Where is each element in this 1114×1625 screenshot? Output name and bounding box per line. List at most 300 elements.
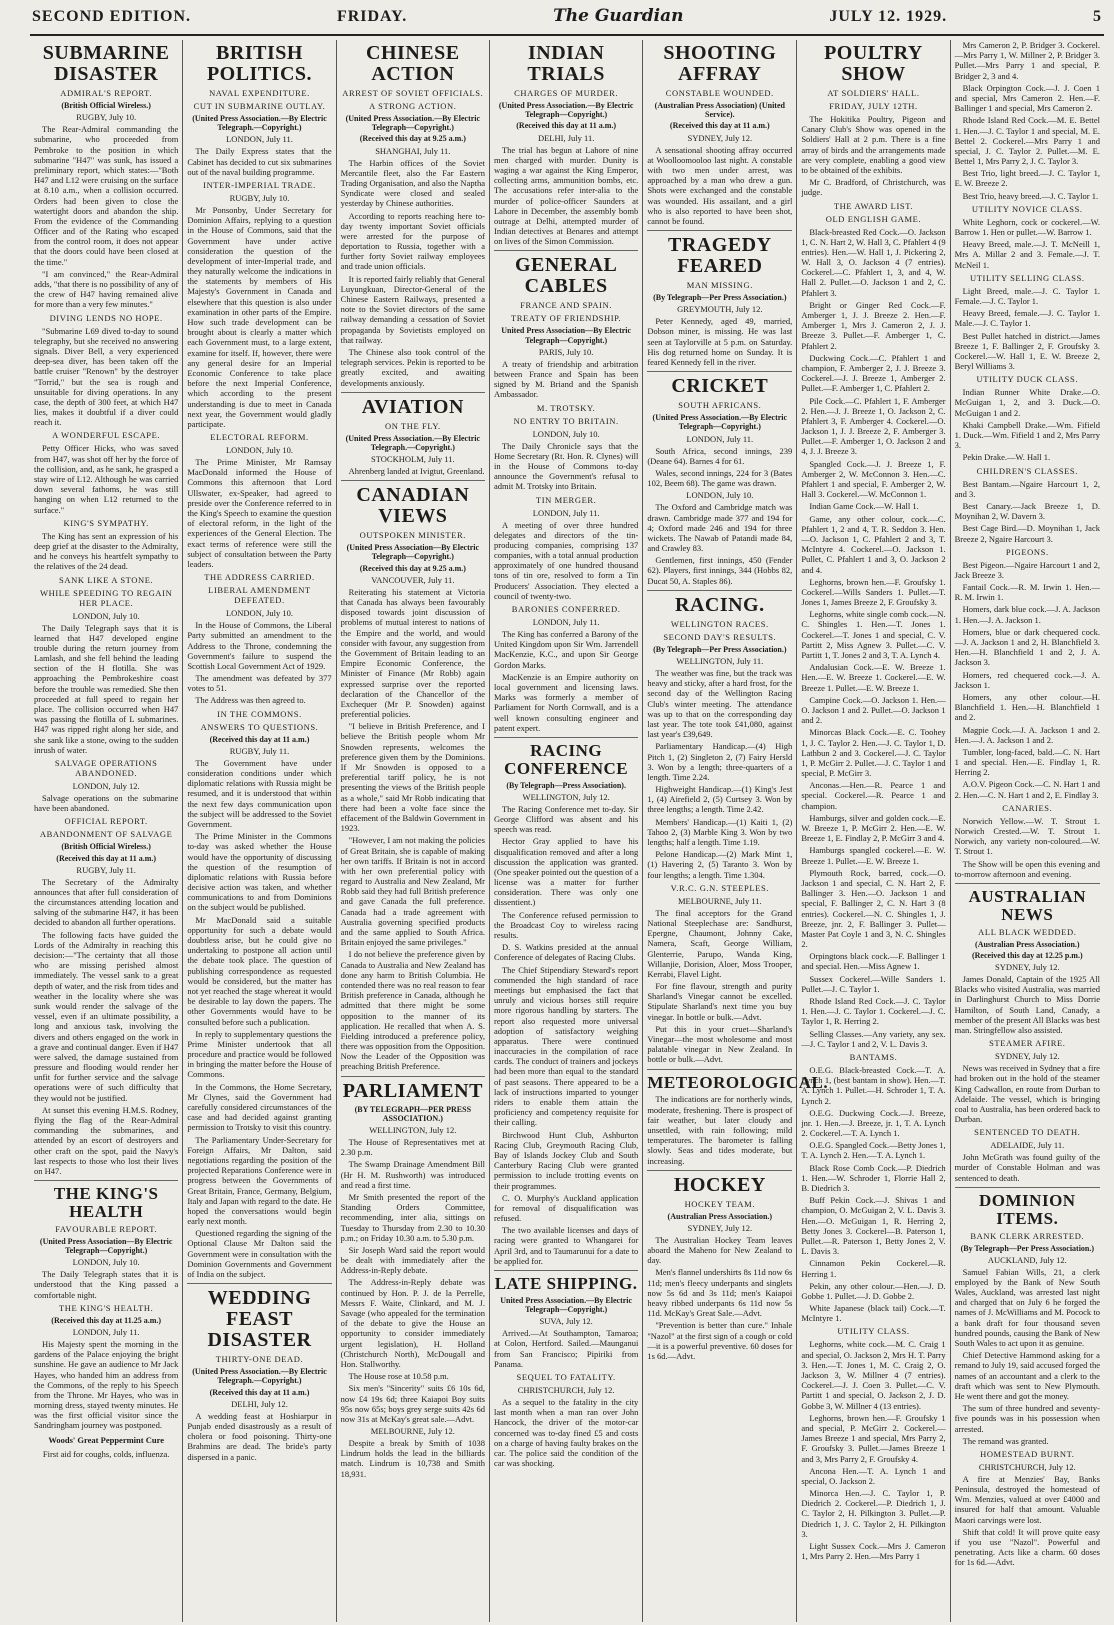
subheading: ADMIRAL'S REPORT.: [60, 88, 153, 98]
article-paragraph: Chief Detective Hammond asking for a remand to July 19, said accused forged the names of an accountant and a clerk to the draft which was sent to New Plymouth. He went there and got the money.: [954, 1350, 1100, 1401]
subheading: FRIDAY, JULY 12TH.: [829, 101, 918, 111]
column-5: [643, 40, 829, 1622]
subheading: TIN MERGER.: [535, 494, 597, 505]
award-entry: Rhode Island Red Cock.—J. C. Taylor 1. Hen.—J. C. Taylor 1. Cockerel.—J. C. Taylor 1, R. Herring 2.: [801, 996, 946, 1027]
dateline: SYDNEY, July 12.: [687, 1222, 753, 1233]
dateline: SYDNEY, July 12.: [687, 132, 753, 143]
dateline: LONDON, July 10.: [225, 608, 294, 619]
subheading: SECOND DAY'S RESULTS.: [663, 631, 777, 642]
award-entry: Heavy Breed, female.—J. C. Taylor 1. Male.—J. C. Taylor 1.: [954, 308, 1100, 329]
dateline: SHANGHAI, July 11.: [375, 145, 451, 156]
subheading: CONSTABLE WOUNDED.: [665, 88, 774, 98]
divider: [187, 1283, 331, 1284]
article-paragraph: It is reported fairly reliably that General Luyungkuan, Director-General of the Chinese Eastern Railways, presented a note to the Soviet directors of the same railway demanding a cessation of Soviet propaganda by Sovietists employed on that railway.: [340, 273, 485, 345]
headline: BRITISH POLITICS.: [206, 42, 313, 85]
article-paragraph: In the Commons, the Home Secretary, Mr Clynes, said the Government had carefully considered circumstances of the case and had decided against granting permission to Trotsky to visit this country.: [187, 1081, 332, 1133]
subheading: UTILITY NOVICE CLASS.: [971, 203, 1083, 214]
subheading: CUT IN SUBMARINE OUTLAY.: [193, 101, 326, 111]
headline: RACING CONFERENCE: [504, 740, 629, 778]
advertisement: Put this in your cruet—Sharland's Vinegar—the most wholesome and most palatable vinegar in New Zealand. In bottle or bulk.—Advt.: [647, 1023, 793, 1065]
received-line: (Received this day at 12.25 p.m.): [971, 950, 1083, 960]
article-paragraph: At sunset this evening H.M.S. Rodney, flying the flag of the Rear-Admiral commanding the submarines, and attended by an escort of destroyers and other craft on the spot, paid the Navy's last respects to those who lost their lives on H47.: [34, 1104, 179, 1176]
dateline: LONDON, July 10.: [532, 428, 600, 439]
dateline: CHRISTCHURCH, July 12.: [978, 1461, 1076, 1472]
masthead: [30, 6, 1104, 36]
received-line: (Received this day at 11.25 a.m.): [51, 1315, 162, 1325]
credit-line: (United Press Association.—By Electric Telegraph.—Copyright.): [345, 433, 481, 452]
article-paragraph: The Daily Telegraph says that it is learned that H47 developed engine trouble during the return journey from Lamlash, and she fell behind the leading section of the H flotilla. She was approaching the Pembrokeshire coast before the trouble was remedied. She then proceeded at full speed to regain her place. The collision occurred when H47 was passing the flotilla of L submarines. H47 was ripped right along her side, and she sank like a stone, owing to the sudden inrush of water.: [34, 622, 179, 755]
dateline: RUGBY, July 10.: [229, 192, 290, 203]
article-paragraph: Petty Officer Hicks, who was saved from H47, was shot off her by the force of the collision, and, as he sank, he grasped a stay wire of L12. Although he was carried down several fathoms, he was still hanging on when L12 returned to the surface.": [34, 443, 179, 515]
headline: CHINESE ACTION: [366, 42, 460, 85]
race-result: Pelone Handicap.—(2) Mark Mint 1, (1) Havering 2, (5) Taranto 3. Won by four lengths; a length. Time 1.304.: [647, 849, 793, 880]
dateline: RUGBY, July 10.: [76, 112, 137, 123]
credit-line: (United Press Association—By Electric Telegraph—Copyright.): [39, 1236, 173, 1255]
race-result: Members' Handicap.—(1) Kaiti 1, (2) Tahoo 2, (3) Marble King 3. Won by two lengths; half a length. Time 1.19.: [647, 816, 793, 847]
dateline: LONDON, July 11.: [686, 433, 754, 444]
article-paragraph: The Chinese also took control of the telegraph services. Pekin is reported to be greatly excited, and awaiting developments anxiously.: [340, 346, 485, 388]
received-line: (Received this day at 9.25 a.m.): [359, 563, 466, 573]
article-paragraph: "I am convinced," the Rear-Admiral adds, "that there is no possibility of any of the crew of H47 having remained alive for more than a very few minutes.": [34, 268, 179, 310]
article-paragraph: South Africa, second innings, 239 (Deane 64). Barnes 4 for 61.: [647, 445, 793, 466]
award-entry: Black-breasted Red Cock.—O. Jackson 1, C. N. Hart 2, W. Hall 3, C. Pfahlert 4 (9 entries). Hen.—W. Hall 1, J. Pickering 2, W. Hall 3, O. Jackson 4 (7 entries). Cockerel.—C. Pfahlert 1, 3, and 4, W. Hall 2. Pullet.—O. Jackson 1 and 2, C. Pfahlert 3.: [801, 226, 946, 298]
award-entry: Best Trio, light breed.—J. C. Taylor 1, E. W. Breeze 2.: [954, 168, 1100, 189]
subheading: KING'S SYMPATHY.: [63, 517, 149, 528]
article-paragraph: "Submarine L69 dived to-day to sound telegraphy, but she received no answering signals. Diver Bell, a very experienced deep-sea diver, has been taken off the battle cruiser "Renown" by the destroyer "Torrid," but the sea is rough and unsuitable for diving operations. In any case, the depth of 300 feet, at which H47 lies, makes it doubtful if a diver could reach it.: [34, 325, 179, 428]
headline: AUSTRALIAN NEWS: [968, 886, 1087, 924]
subheading: ELECTORAL REFORM.: [210, 432, 309, 443]
divider: [494, 250, 638, 251]
article-paragraph: The following facts have guided the Lords of the Admiralty in reaching this decision:—"The certainty that all those who are missing perished almost immediately. The vessel sank to a great depth of water, and the risk from tides and weather in the locality where she was sunk would render the salvage of the vessel, even if an ultimate possibility, a long and anxious task, involving the divers and others engaged on the work in a grave and continual danger. Even if H47 were salved, the damage sustained from pressure and flooding would render her unfit for further service and the salvage operations were of such difficulty that they would not be justified.: [34, 929, 179, 1103]
award-entry: Leghorns, white cock.—M. C. Craig 1 and special, O. Jackson 2, Mrs H. T. Parry 3. Hen.—T. Jones 1, M. C. Craig 2, O. Jackson 3, W. Millner 4 (7 entries). Cockerel.—J. J. Coen 3. Pullet.—C. V. Partitt 1 and special, O. Jackson 2, J. D. Gobbe 3, W. Millner 4 (13 entries).: [801, 1339, 946, 1411]
dateline: SYDNEY, July 12.: [995, 962, 1060, 972]
received-line: (Received this day at 9.25 a.m.): [359, 134, 466, 144]
article-paragraph: "I believe in British Preference, and I believe the British people whom Mr Snowden represents, welcomes the preference given them by the Dominions. If Mr Snowden is opposed to a preferential tariff policy, he is not presenting the views of the British people as a whole," said Mr Robb indicating that there had been a volte face since the effacement of the Baldwin Government in 1923.: [340, 721, 485, 834]
award-entry: Leghorns, brown hen.—F. Groufsky 1 and special, P. McGirr 2. Cockerel.—James Breeze 1 and special, Mrs Parry 2, F. Groufsky 3. Pullet.—James Breeze 1 and 3, Mrs Parry 2, F. Groufsky 4.: [801, 1412, 946, 1464]
article-paragraph: The Chief Stipendiary Steward's report commended the high standard of race meetings but emphasised the fact that unruly and vicious horses still require more rigorous handling by starters. The report also requested more universal adoption of satisfactory weighing apparatus. There were continued inaccuracies in the compilation of race cards. The conduct of trainers and jockeys had been more than equal to the standard of past seasons. There appeared to be a lack of instructions imparted to younger riders to enable them attain the proficiency and competency requisite for their calling.: [493, 964, 639, 1128]
article-paragraph: John McGrath was found guilty of the murder of Constable Holman and was sentenced to death.: [954, 1152, 1100, 1183]
race-result: Highweight Handicap.—(1) King's Jest 1, (4) Airefield 2, (5) Curtsey 3. Won by three lengths; a length. Time 2.42.: [647, 784, 793, 815]
article-paragraph: His Majesty spent the morning in the gardens of the Palace enjoying the bright sunshine. He gave an audience to Mr Jack Hayes, who handed him an address from the Commons, of the reply to his Speech from the Throne. Mr Hayes, who was in morning dress, stayed twenty minutes. He was the first official visitor since the Sandringham journey was postponed.: [34, 1338, 179, 1431]
column-1: [30, 40, 183, 1622]
subheading: THE AWARD LIST.: [833, 200, 914, 211]
article-paragraph: The Daily Chronicle says that the Home Secretary (Rt. Hon. R. Clynes) will in the House of Commons to-day announce the Government's refusal to admit M. Trotsky into Britain.: [493, 440, 639, 492]
award-entry: Spangled Cock.—J. J. Breeze 1, F. Amberger 2, W. McConnon 3. Hen.—C. Pfahlert 1 and special, F. Amberger 2, W. Hall 3. Cockerel.—W. McConnon 1.: [801, 458, 946, 500]
dateline: LONDON, July 12.: [72, 780, 140, 791]
divider: [341, 392, 485, 393]
article-paragraph: The Address was then agreed to.: [195, 695, 306, 706]
dateline: RUGBY, July 11.: [76, 864, 136, 875]
award-entry: Minorca Hen.—J. C. Taylor 1, P. Diedrich 2. Cockerel.—P. Diedrich 1, J. C. Taylor 2, H. Pilkington 3. Pullet.—P. Diedrich 1, J. C. Taylor 2, H. Pilkington 3.: [801, 1488, 946, 1539]
subheading: ON THE FLY.: [384, 420, 441, 431]
article-paragraph: Hector Gray applied to have his disqualification removed and after a long discussion the application was granted. (One speaker pointed out the question of a license was a matter for further consideration. There was only one dissentient.): [493, 836, 639, 908]
award-entry: O.E.G. Duckwing Cock.—J. Breeze, jnr. 1. Hen.—J. Breeze, jr. 1, T. A. Lynch 2. Cockerel.—T. A. Lynch 1.: [801, 1107, 946, 1139]
article-paragraph: The Show will be open this evening and to-morrow afternoon and evening.: [954, 858, 1100, 879]
dateline: LONDON, July 11.: [532, 617, 600, 627]
dateline: SYDNEY, July 12.: [995, 1051, 1060, 1062]
award-entry: Duckwing Cock.—C. Pfahlert 1 and champion, F. Amberger 2, J. J. Breeze 3. Cockerel.—J. J. Breeze 1, Amberger 2. Pullet.—F. Amberger 1, C. Pfahlert 2.: [801, 352, 946, 394]
headline: DOMINION ITEMS.: [979, 1190, 1076, 1228]
credit-line: (BY TELEGRAPH—PER PRESS ASSOCIATION.): [354, 1104, 472, 1123]
article-paragraph: In reply to supplementary questions the Prime Minister undertook that all procedure and practice would be followed in bringing the matter before the House of Commons.: [187, 1028, 332, 1080]
subheading: SANK LIKE A STONE.: [59, 574, 154, 585]
award-entry: Plymouth Rock, barred, cock.—O. Jackson 1 and special, C. N. Hart 2, F. Ballinger 3. Hen.—O. Jackson 1 and special, F. Ballinger 2, C. N. Hart 3 (8 entries). Cockerel.—N. C. Shingles 1, J. Breeze, jnr. 2, F. Ballinger 3. Pullet—Master Pat Coyle 1 and 3, N. C. Shingles 2.: [801, 867, 946, 950]
article-paragraph: The Australian Hockey Team leaves aboard the Maheno for New Zealand to day.: [647, 1234, 793, 1266]
dateline: LONDON, July 10.: [225, 445, 294, 456]
award-entry: Campine Cock.—O. Jackson 1. Hen.—O. Jackson 1 and 2. Pullet.—O. Jackson 1 and 2.: [801, 694, 946, 726]
award-entry: Homers, dark blue cock.—J. A. Jackson 1. Hen.—J. A. Jackson 1.: [954, 604, 1100, 625]
subheading: M. TROTSKY.: [536, 402, 596, 413]
race-result: Parliamentary Handicap.—(4) High Pitch 1, (2) Singleton 2, (7) Fairy Hersld 3. Won by a length; three-quarters of a length. Time 2.24.: [647, 741, 793, 782]
award-entry: Ancona Hen.—T. A. Lynch 1 and special, O. Jackson 2.: [801, 1465, 946, 1486]
headline: GENERAL CABLES: [514, 254, 618, 298]
newspaper-name: The Guardian: [553, 6, 684, 26]
award-entry: Indian Runner White Drake.—O. McGuigan 1, 2, and 3. Duck.—O. McGuigan 1 and 2.: [954, 387, 1100, 418]
article-paragraph: The Government have under consideration conditions under which diplomatic relations with Russia might be resumed, and it is understood that within the next few days communication upon the subject will be addressed to the Soviet Government.: [187, 757, 332, 829]
article-paragraph: I do not believe the preference given by Canada to Australia and New Zealand has done any harm to British Columbia. He contended there was no real reason to fear British preference in Canada, although he admitted that there might be some opposition to the manner of its application. He recalled that when A. S. Fielding introduced a preference policy, there was opposition from the Opposition. Now the Leader of the Opposition was preaching British Preference.: [340, 949, 485, 1072]
award-entry: Leghorns, brown hen.—F. Groufsky 1. Cockerel.—Wills Sanders 1. Pullet.—T. Jones 1, James Breeze 2, F. Groufsky 3.: [801, 576, 946, 608]
subheading: UTILITY DUCK CLASS.: [976, 374, 1079, 385]
award-entry: Light Sussex Cock.—Mrs J. Cameron 1, Mrs Parry 2. Hen.—Mrs Parry 1: [801, 1541, 946, 1562]
subheading: A STRONG ACTION.: [369, 101, 457, 111]
subheading: ANSWERS TO QUESTIONS.: [200, 721, 319, 732]
advertisement: "Prevention is better than cure." Inhale "Nazol" at the first sign of a cough or cold—it is a powerful preventive. 60 doses for 1s 6d.—Advt.: [647, 1320, 793, 1361]
subheading: MAN MISSING.: [686, 280, 753, 291]
day-label: FRIDAY.: [336, 8, 408, 25]
credit-line: (United Press Association.—By Electric Telegraph.—Copyright.): [192, 1367, 327, 1386]
article-paragraph: The Prime Minister, Mr Ramsay MacDonald informed the House of Commons this afternoon that Lord Ullswater, ex-Speaker, had agreed to preside over the Conference referred to in the King's Speech to examine the question of electoral reform, in the light of the experiences of the General Election. The exact terms of reference were still the subject of consultation between the Party leaders.: [187, 457, 332, 569]
dateline: LONDON, July 11.: [226, 134, 293, 145]
column-7: [951, 40, 1104, 1622]
subheading: SALVAGE OPERATIONS ABANDONED.: [54, 757, 158, 778]
dateline: LONDON, July 10.: [72, 610, 140, 621]
article-paragraph: C. O. Murphy's Auckland application for removal of disqualification was refused.: [493, 1192, 639, 1224]
subheading: SEQUEL TO FATALITY.: [516, 1371, 616, 1382]
award-entry: Best Cage Bird.—D. Moynihan 1, Jack Breeze 2, Ngaire Harcourt 3.: [954, 523, 1100, 544]
divider: [647, 1170, 792, 1171]
dateline: WELLINGTON, July 12.: [369, 1125, 457, 1135]
credit-line: (United Press Association.—By Electric Telegraph.—Copyright.): [192, 114, 327, 133]
dateline: AUCKLAND, July 12.: [987, 1254, 1067, 1265]
award-entry: Fantail Cock.—R. M. Irwin 1. Hen.—R. M. Irwin 1.: [954, 582, 1100, 603]
page-number: 5: [1092, 8, 1102, 25]
article-paragraph: The Conference refused permission to the Broadcast Coy to wireless racing results.: [493, 909, 639, 940]
award-entry: Homers, blue or dark chequered cock.—J. A. Jackson 1 and 2, H. Blanchfield 3. Hen.—H. Blanchfield 1 and 2, J. A. Jackson 3.: [954, 626, 1100, 668]
headline: POULTRY SHOW: [824, 42, 923, 85]
article-paragraph: A fire at Menzies' Bay, Banks Peninsula, destroyed the homestead of Wm. Menzies, valued at over £4000 and insured for half that amount. Valuable Maori carvings were lost.: [954, 1473, 1100, 1525]
divider: [34, 1180, 178, 1181]
article-paragraph: The House of Representatives met at 2.30 p.m.: [340, 1137, 485, 1158]
award-entry: Mrs Cameron 2, P. Bridger 3. Cockerel.—Mrs Parry 1, W. Millner 2, P. Bridger 3. Pullet.—Mrs Parry 1 and special, P. Bridger 2, 3 and 4.: [954, 40, 1100, 81]
article-paragraph: Mr Smith presented the report of the Standing Orders Committee, recommending, inter alia, sittings on Tuesday to Thursday from 2.30 to 10.30 p.m.; on Friday 10.30 a.m. to 5.30 p.m.: [340, 1191, 485, 1243]
article-paragraph: The Harbin offices of the Soviet Mercantile fleet, also the Far Eastern Trading Organisation, and also the Naptha Syndicate were closed and sealed yesterday by Chinese authorities.: [340, 157, 485, 209]
headline: PARLIAMENT: [342, 1079, 483, 1102]
received-line: (Received this day at 11 a.m.): [209, 1387, 310, 1397]
credit-line: (Australian Press Association.): [975, 939, 1080, 949]
dateline: LONDON, July 11.: [72, 1326, 140, 1337]
subheading: NAVAL EXPENDITURE.: [209, 88, 310, 98]
dateline: MELBOURNE, July 12.: [370, 1426, 455, 1437]
subheading: WHILE SPEEDING TO REGAIN HER PLACE.: [39, 587, 173, 608]
article-paragraph: Mr MacDonald said a suitable opportunity for such a debate would doubtless arise, but he could give no undertaking to postpone all action until the debate took place. The question of publishing correspondence as requested would be considered, but the matter has not yet reached the stage whereat it would be desirable to lay down the papers. The other Governments would have to be consulted before such a publication.: [187, 914, 332, 1027]
subheading: ARREST OF SOVIET OFFICIALS.: [342, 88, 484, 98]
award-entry: O.E.G. Spangled Cock.—Betty Jones 1, T. A. Lynch 2. Hen.—T. A. Lynch 1.: [801, 1140, 946, 1161]
column-3: [337, 40, 490, 1622]
subheading: A WONDERFUL ESCAPE.: [52, 430, 161, 441]
headline: CRICKET: [671, 375, 769, 398]
award-entry: Indian Game Cock.—W. Hall 1.: [809, 501, 919, 512]
article-paragraph: According to reports reaching here to-day twenty important Soviet officials were arrested for the purpose of deportation to Russia, together with a further forty Soviet railway employees and trade union officials.: [340, 210, 485, 272]
article-paragraph: Questioned regarding the signing of the Optional Clause Mr Dalton said the Government were in consultation with the Dominion Governments and Government of India on the subject.: [187, 1228, 332, 1279]
article-paragraph: Mr C. Bradford, of Christchurch, was judge.: [801, 177, 946, 198]
dateline: DELHI, July 11.: [537, 132, 595, 143]
subheading: BARONIES CONFERRED.: [511, 604, 621, 614]
award-entry: Anconas.—Hen.—R. Pearce 1 and special. Cockerel.—R. Pearce 1 and champion.: [801, 780, 946, 811]
advertisement-line: First aid for coughs, colds, influenza.: [42, 1448, 170, 1459]
subheading: NO ENTRY TO BRITAIN.: [513, 415, 619, 426]
columns: [30, 40, 1104, 1622]
article-paragraph: News was received in Sydney that a fire had broken out in the hold of the steamer King Cadwallon, en route from Durban to Adelaide. The vessel, which is bringing coal to Australia, has been ordered back to Durban.: [954, 1063, 1100, 1125]
award-entry: Pekin, any other colour.—Hen.—J. D. Gobbe 1. Pullet.—J. D. Gobbe 2.: [801, 1280, 946, 1301]
article-paragraph: The sum of three hundred and seventy-five pounds was in his possession when arrested.: [954, 1403, 1100, 1434]
headline: INDIAN TRIALS: [527, 42, 605, 85]
subheading: WELLINGTON RACES.: [670, 618, 769, 629]
divider: [647, 1069, 792, 1070]
article-paragraph: The weather was fine, but the track was heavy and sticky, after a hard frost, for the second day of the Wellington Racing Club's winter meeting. The attendance was up to that on the corresponding day last year. The tote took £41,080, against last year's £39,649.: [647, 668, 793, 740]
article-paragraph: The Parliamentary Under-Secretary for Foreign Affairs, Mr Dalton, said negotiations regarding the position of the projected Reparations Conference were in progress between the Governments of Great Britain, France, Germany, Belgium, Italy and Japan with regard to the date. He hoped the conversations would begin early next month.: [187, 1134, 332, 1227]
headline: RACING.: [675, 593, 765, 616]
credit-line: (British Official Wireless.): [61, 101, 151, 110]
subheading: OUTSPOKEN MINISTER.: [359, 530, 466, 541]
dateline: VANCOUVER, July 11.: [371, 574, 455, 585]
credit-line: (United Press Association—By Electric Telegraph—Copyright.): [346, 543, 480, 562]
headline: SUBMARINE DISASTER: [42, 42, 170, 85]
subheading: INTER-IMPERIAL TRADE.: [203, 179, 316, 190]
article-paragraph: The Rear-Admiral commanding the submarine, who proceeded from Pembroke to the position in which submarine "H47" was sunk, has issued a preliminary report, which states:—"Both H47 and L12 were cruising on the surface at 8.10 a.m., when a collision occurred. Orders had been given to close the watertight doors and abandon the ship. From the evidence of the Commanding Officer and of the Rating who escaped from the control room, it does not appear that the doors could have been closed at the time.": [34, 124, 179, 267]
divider: [494, 737, 638, 738]
award-entry: Heavy Breed, male.—J. T. McNeill 1, Mrs A. Millar 2 and 3. Female.—J. T. McNeil 1.: [954, 239, 1100, 270]
subheading: HOMESTEAD BURNT.: [980, 1448, 1075, 1459]
award-entry: Tumbler, long-faced, bald.—C. N. Hart 1 and special. Hen.—E. Findlay 1, R. Herring 2.: [954, 746, 1100, 778]
article-paragraph: The final acceptors for the Grand National Steeplechase are: Sandhurst, Epergne, Chaumont, Johnny Cake, Namera, Scaft, George William, Glenterrie, Parupo, Wanda King, Willanjie, Dorision, Aloer, Moss Trooper, Kerrabi, Flavel Light.: [647, 907, 793, 979]
award-entry: Homers, red chequered cock.—J. A. Jackson 1.: [954, 669, 1100, 690]
award-entry: Hamburgs spangled cockerel.—E. W. Breeze 1. Pullet.—E. W. Breeze 1.: [801, 845, 946, 866]
subheading: IN THE COMMONS.: [217, 708, 302, 719]
article-paragraph: The Daily Telegraph states that it is understood that the King passed a comfortable night.: [34, 1269, 179, 1300]
dateline: WELLINGTON, July 12.: [522, 791, 610, 802]
dateline: MELBOURNE, July 11.: [677, 895, 762, 906]
article-paragraph: Arrived.—At Southampton, Tamaroa; at Colon, Hertford. Sailed.—Maunganui from San Francisco; Pipiriki from Panama.: [493, 1328, 639, 1369]
dateline: RUGBY, July 11.: [229, 745, 290, 756]
article-paragraph: The remand was granted.: [962, 1435, 1049, 1446]
award-entry: Sussex Cockerel.—Wille Sanders 1. Pullet.—J. C. Taylor 1.: [801, 973, 946, 994]
award-entry: White Japanese (black tail) Cock.—T. McIntyre 1.: [801, 1303, 946, 1324]
divider: [955, 1187, 1100, 1188]
divider: [647, 230, 792, 231]
credit-line: (United Press Association.—By Electric Telegraph—Copyright.): [345, 114, 481, 133]
subheading: UTILITY CLASS.: [837, 1326, 910, 1337]
received-line: (Received this day at 11 a.m.): [209, 734, 310, 744]
award-entry: Khaki Campbell Drake.—Wm. Fifield 1. Duck.—Wm. Fifield 1 and 2, Mrs Parry 3.: [954, 419, 1100, 451]
article-paragraph: Ahrenberg landed at Ivigtut, Greenland.: [348, 466, 485, 477]
headline: TRAGEDY FEARED: [668, 234, 772, 278]
dateline: SUVA, July 12.: [539, 1316, 593, 1327]
advertisement: Woods' Great Peppermint Cure: [48, 1434, 164, 1445]
article-paragraph: The King has conferred a Barony of the United Kingdom upon Sir Wm. Jarrendell MacKenzie, K.C., and upon Sir George Gordon Marks.: [493, 629, 639, 670]
dateline: WELLINGTON, July 11.: [676, 656, 764, 666]
headline: AVIATION: [361, 395, 464, 418]
credit-line: (By Telegraph—Per Press Association.): [960, 1243, 1095, 1253]
headline: WEDDING FEAST DISASTER: [207, 1287, 312, 1352]
dateline: PARIS, July 10.: [538, 346, 594, 357]
issue-date: JULY 12. 1929.: [829, 8, 948, 25]
credit-line: (United Press Association.—By Electric Telegraph—Copyright.): [652, 413, 788, 432]
subheading: SENTENCED TO DEATH.: [974, 1127, 1081, 1138]
award-entry: Best Trio, heavy breed.—J. C. Taylor 1.: [962, 190, 1099, 201]
award-entry: Game, any other colour, cock.—C. Pfahlert 1, 2 and 4, T. R. Seddon 3. Hen.—O. Jackson 1, C. Pfahlert 2 and 3, T. McIntyre 4. Cockerel.—O. Jackson 1. Pullet, C. Pfahlert 1 and 3, O. Jackson 2 and 4.: [801, 513, 946, 575]
dateline: DELHI, July 12.: [231, 1398, 288, 1409]
article-paragraph: The two available licenses and days of racing were granted to Whangarei for April 3rd, and to Taumarunui for a date to be applied for.: [493, 1225, 639, 1266]
headline: THE KING'S HEALTH: [53, 1184, 159, 1221]
award-entry: Bright or Ginger Red Cock.—F. Amberger 1, J. J. Breeze 2. Hen.—F. Amberger 1, Mrs J. Cameron 2, J. J. Breeze 3. Pullet.—F. Amberger 1, C. Pfahlert 2.: [801, 299, 946, 351]
article-paragraph: A treaty of friendship and arbitration between France and Spain has been signed by M. Briand and the Spanish Ambassador.: [493, 358, 639, 400]
article-paragraph: A meeting of over three hundred delegates and directors of the tin-producing companies, comprising 137 companies, with a total annual production approximately of one hundred thousand tons of tin ore, resolved to form a Tin Producers' Association. They elected a council of twenty-two.: [493, 519, 639, 601]
article-paragraph: Reiterating his statement at Victoria that Canada has always been favourably disposed towards joint discussion of problems of mutual interest to nations of the Empire and the world, and would consider with favour, any suggestion from the Government of Britain leading to an Empire Economic Conference, the Minister of Finance (Mr Robb) again expressed surprise over the reported declaration of the Chancellor of the Exchequer (Mr P. Snowden) against preferential policies.: [340, 586, 485, 720]
headline: METEOROLOGICAL.: [647, 1072, 829, 1092]
article-paragraph: Wales, second innings, 224 for 3 (Bates 102, Beem 68). The game was drawn.: [647, 467, 793, 489]
award-entry: Norwich Yellow.—W. T. Strout 1. Norwich Crested.—W. T. Strout 1. Norwich, any variety non-coloured.—W. T. Strout 1.: [954, 815, 1100, 857]
article-paragraph: Peter Kennedy, aged 49, married, Dobson miner, is missing. He was last seen at Taylorville at 5 p.m. on Saturday. His dog returned home on Sunday. It is feared Kennedy fell in the river.: [647, 316, 793, 367]
subheading: THE ADDRESS CARRIED.: [204, 572, 315, 583]
subheading: CHILDREN'S CLASSES.: [976, 465, 1078, 476]
award-entry: Rhode Island Red Cock.—M. E. Bettel 1. Hen.—J. C. Taylor 1 and special, M. E. Bettel 2. Cockerel.—Mrs Parry 1 and special, J. C. Taylor 2. Pullet.—M. E. Bettel 1, Mrs Parry 2, J. C. Taylor 3.: [954, 115, 1100, 167]
award-entry: A.O.V. Pigeon Cock.—C. N. Hart 1 and 2. Hen.—C. N. Hart 1 and 2, E. Findlay 3.: [954, 779, 1100, 800]
subheading: ALL BLACK WEDDED.: [978, 926, 1077, 937]
credit-line: United Press Association—By Electric Telegraph—Copyright.): [501, 326, 632, 345]
divider: [341, 1076, 485, 1077]
received-line: (Received this day at 11 a.m.): [516, 121, 617, 131]
award-entry: Pekin Drake.—W. Hall 1.: [962, 452, 1051, 463]
article-paragraph: MacKenzie is an Empire authority on local government and licensing laws. Marks was formerly a member of Parliament for North Cornwall, and is a well known consulting engineer and patent expert.: [493, 671, 639, 733]
article-paragraph: Despite a break by Smith of 1038 Lindrum holds the lead in the billiards match. Lindrum is 10,738 and Smith 18,931.: [340, 1438, 485, 1479]
award-entry: Homers, any other colour.—H. Blanchfield 1. Hen.—H. Blanchfield 1 and 2.: [954, 691, 1100, 723]
article-paragraph: Sir Joseph Ward said the report would be dealt with immediately after the Address-in-Reply debate.: [340, 1244, 485, 1276]
subheading: V.R.C. G.N. STEEPLES.: [670, 882, 770, 893]
article-paragraph: Gentlemen, first innings, 450 (Fender 62). Players, first innings, 344 (Hobbs 82, Ducat 50, A. Staples 86).: [647, 555, 793, 586]
article-paragraph: The Secretary of the Admiralty announces that after full consideration of the circumstances attending location and salving of the submarine H47, it has been decided to abandon all further operations.: [34, 876, 179, 928]
article-paragraph: The House rose at 10.58 p.m.: [348, 1371, 449, 1382]
article-paragraph: As a sequel to the fatality in the city last month when a man ran over John Hancock, the driver of the motor-car concerned was to-day fined £5 and costs on a charge of having faulty brakes on the car. The police said the condition of the car was shocking.: [493, 1396, 639, 1469]
subheading: HOCKEY TEAM.: [684, 1198, 756, 1209]
dateline: GREYMOUTH, July 12.: [677, 304, 763, 315]
credit-line: (Australian Press Association) (United Service).: [654, 101, 785, 120]
article-paragraph: The trial has begun at Lahore of nine men charged with murder. Dunity is waging a war against the King Emperor, collecting arms, ammunition bombs, etc. The accusations refer inter-alia to the murder of police-officer Saunders at Lahore in December, the assembly bomb outrage at Delhi, attempted murder of Indian detectives at Benares and attempt on lives of the Simon Commission.: [493, 144, 639, 247]
article-paragraph: Birchwood Hunt Club, Ashburton Racing Club, Greymouth Racing Club, Bay of Islands Jockey Club and South Canterbury Racing Club were granted permission to include trotting events on their programmes.: [493, 1129, 639, 1191]
award-entry: Minorcas Black Cock.—E. C. Toohey 1, J. C. Taylor 2. Hen.—J. C. Taylor 1, D. Lathbun 2 and 3. Cockerel.—J. C. Taylor 1, P. McGirr 2. Pullet.—J. C. Taylor 1 and special, P. McGirr 3.: [801, 727, 946, 779]
dateline: STOCKHOLM, July 11.: [371, 454, 455, 465]
award-entry: Hamburgs, silver and golden cock.—E. W. Breeze 1, P. McGirr 2. Hen.—E. W. Breeze 1, E. Findlay 2, P. McGirr 3 and 4.: [801, 812, 946, 844]
divider: [494, 1270, 638, 1271]
subheading: BANK CLERK ARRESTED.: [970, 1230, 1085, 1241]
award-entry: Pile Cock.—C. Pfahlert 1, F. Amberger 2. Hen.—J. J. Breeze 1, O. Jackson 2, C. Pfahlert 3, F. Amberger 4. Cockerel.—O. Jackson 1, J. J. Breeze 2, F. Amberger 3. Pullet.—F. Amberger 1, O. Jackson 2 and 4, J. J. Breeze 3.: [801, 395, 946, 457]
dateline: LONDON, July 10.: [686, 490, 754, 501]
advertisement: Men's flannel undershirts 8s 11d now 6s 11d; men's fleecy underpants and singlets now 5s 6d and 3s 11d; men's Kaiapoi heavy ribbed underpants 6s 11d now 5s 11d. McKay's Great Sale.—Advt.: [647, 1267, 793, 1319]
divider: [341, 480, 485, 481]
award-entry: Magpie Cock.—J. A. Jackson 1 and 2. Hen.—J. A. Jackson 1 and 2.: [954, 724, 1100, 745]
subheading: OLD ENGLISH GAME.: [825, 213, 922, 224]
subheading: TREATY OF FRIENDSHIP.: [511, 313, 622, 324]
column-2: [183, 40, 336, 1622]
column-4: [490, 40, 643, 1622]
credit-line: (By Telegraph—Per Press Association.): [653, 644, 787, 654]
subheading: FRANCE AND SPAIN.: [520, 300, 613, 311]
divider: [955, 883, 1100, 884]
article-paragraph: The Prime Minister in the Commons to-day was asked whether the House would have the opportunity of discussing the question of the resumption of diplomatic relations with Russia before decisive action was taken, and whether communications to and from Dominions on the subject would be published.: [187, 831, 332, 913]
received-line: (Received this day at 11 a.m.): [669, 121, 770, 131]
dateline: LONDON, July 11.: [532, 507, 600, 518]
headline: HOCKEY: [673, 1173, 766, 1196]
award-entry: Best Canary.—Jack Breeze 1, D. Moynihan 2, W. Davern 3.: [954, 500, 1100, 522]
article-paragraph: Salvage operations on the submarine have been abandoned.: [34, 792, 179, 814]
headline: SHOOTING AFFRAY: [663, 42, 777, 85]
award-entry: Buff Pekin Cock.—J. Shivas 1 and champion, O. McGuigan 2, V. L. Davis 3. Hen.—O. McGuigan 1, R. Herring 2, Betty Jones 3. Cockerel—B. Paterson 1, Pullet.—R. Paterson 1, Betty Jones 2, V. L. Davis 3.: [801, 1195, 946, 1257]
subheading: STEAMER AFIRE.: [989, 1038, 1066, 1049]
article-paragraph: The indications are for northerly winds, moderate, freshening. There is prospect of fair weather, but later cloudy and unsettled, with rain following; mild temperatures. The barometer is falling slowly. Seas and tides moderate, but increasing.: [647, 1094, 793, 1166]
subheading: CANARIES.: [1002, 802, 1053, 813]
credit-line: United Press Association.—By Electric Telegraph—Copyright.): [500, 1295, 633, 1315]
article-paragraph: The Daily Express states that the Cabinet has decided to cut six submarines out of the naval building programme.: [187, 146, 332, 177]
award-entry: Light Breed, male.—J. C. Taylor 1. Female.—J. C. Taylor 1.: [954, 285, 1100, 306]
award-entry: Andalusian Cock.—E. W. Breeze 1. Hen.—E. W. Breeze 1. Cockerel.—E. W. Breeze 1. Pullet.—E. W. Breeze 1.: [801, 662, 946, 693]
edition-label: SECOND EDITION.: [32, 8, 192, 25]
credit-line: (By Telegraph—Press Association).: [506, 780, 626, 790]
article-paragraph: The Oxford and Cambridge match was drawn. Cambridge made 377 and 194 for 4; Oxford made 246 and 194 for three wickets. The Nawab of Patandi made 84, and Crawley 83.: [647, 502, 793, 554]
article-paragraph: The amendment was defeated by 377 votes to 51.: [187, 673, 332, 694]
subheading: UTILITY SELLING CLASS.: [969, 272, 1085, 283]
article-paragraph: The Swamp Drainage Amendment Bill (Hr H. M. Rushworth) was introduced and read a first time.: [340, 1159, 485, 1190]
article-paragraph: In the House of Commons, the Liberal Party submitted an amendment to the Address to the Throne, condemning the Government's failure to suspend the Scottish Local Government Act of 1929.: [187, 620, 332, 671]
advertisement: For fine flavour, strength and purity Sharland's Vinegar cannot be excelled. Stipulate Sharland's next time you buy vinegar. In bottle or bulk.—Advt.: [647, 981, 793, 1022]
award-entry: O.E.G. Black-breasted Cock.—T. A. Lynch 1, (best bantam in show). Hen.—T. A. Lynch 1. Pullet.—H. Schroder 1, T. A. Lynch 2.: [801, 1064, 946, 1106]
award-entry: Best Bantam.—Ngaire Harcourt 1, 2, and 3.: [954, 478, 1100, 499]
received-line: (Received this day at 11 a.m.): [56, 853, 157, 863]
subheading: SOUTH AFRICANS.: [678, 400, 762, 411]
award-entry: White Leghorn, cock or cockerel.—W. Barrow 1. Hen or pullet.—W. Barrow 1.: [954, 216, 1100, 237]
subheading: LIBERAL AMENDMENT DEFEATED.: [208, 585, 311, 606]
credit-line: (By Telegraph—Per Press Association.): [653, 293, 787, 303]
award-entry: Black Orpington Cock.—J. J. Coen 1 and special, Mrs Cameron 2. Hen.—F. Ballinger 1 and special, Mrs Cameron 2.: [954, 82, 1100, 114]
article-paragraph: A wedding feast at Hoshiarpur in Punjab ended disastrously as a result of cholera or food poisoning. Thirty-one Brahmins are dead. The bride's party dispersed in a panic.: [187, 1410, 332, 1462]
award-entry: Selling Classes.—Any variety, any sex.—J. C. Taylor 1 and 2, V. L. Davis 3.: [801, 1028, 946, 1049]
subheading: THIRTY-ONE DEAD.: [215, 1354, 304, 1365]
subheading: FAVOURABLE REPORT.: [55, 1223, 158, 1234]
award-entry: Leghorns, white single comb cock.—N. C. Shingles 1. Hen.—T. Jones 1. Cockerel.—T. Jones 1 and special, C. V. Partitt 2, Miss Agnew 3. Pullet.—C. V. Partitt 1, T. Jones 2 and 3, T. A. Lynch 4.: [801, 609, 946, 660]
award-entry: Best Pigeon.—Ngaire Harcourt 1 and 2, Jack Breeze 3.: [954, 559, 1100, 580]
advertisement: Shift that cold! It will prove quite easy if you use "Nazol". Powerful and penetrating. Acts like a charm. 60 doses for 1s 6d.—Advt.: [954, 1526, 1100, 1568]
subheading: DIVING LENDS NO HOPE.: [49, 312, 163, 323]
article-paragraph: A sensational shooting affray occurred at Woolloomooloo last night. A constable with two men under arrest, was approached by a man who drew a gun. Shots were exchanged and the constable was wounded. His assailant, and a girl who is also reported to have been shot, cannot be found.: [647, 144, 793, 226]
article-paragraph: The King has sent an expression of his deep grief at the disaster to the Admiralty, and he conveys his heartfelt sympathy to the relatives of the 24 dead.: [34, 530, 179, 572]
dateline: LONDON, July 10.: [72, 1257, 140, 1268]
article-paragraph: Samuel Fabian Wills, 21, a clerk employed by the Bank of New South Wales, Auckland, was arrested last night and charged that on July 6 he forged the names of J. McWilliams and M. Pocock to a bank draft for four thousand seven hundred pounds, causing the Bank of New South Wales to act upon it as genuine.: [954, 1266, 1100, 1348]
divider: [647, 590, 792, 591]
article-paragraph: The Hokitika Poultry, Pigeon and Canary Club's Show was opened in the Soldiers' Hall at 2 p.m. There is a fine array of birds and the arrangements made are very complete, enabling a good view to be obtained of the exhibits.: [801, 114, 946, 175]
dateline: CHRISTCHURCH, July 12.: [517, 1384, 615, 1395]
subheading: ABANDONMENT OF SALVAGE: [39, 829, 173, 840]
article-paragraph: "However, I am not making the policies of Great Britain, she is capable of making her own tariffs. If Britain is not in accord with her own preferential policy with regard to Australia and New Zealand, Mr Robb said they had full British preference and gave Canada the full preference. Canada had a trade agreement with Australia governing specified products and the same applied to South Africa. Britain enjoyed the same privileges.": [340, 835, 485, 948]
award-entry: Best Pullet hatched in district.—James Breeze 1, F. Ballinger 2, F. Groufsky 3. Cockerel.—W. Hall 1, E. W. Breeze 2, Beryl Williams 3.: [954, 330, 1100, 372]
subheading: PIGEONS.: [1005, 546, 1049, 557]
